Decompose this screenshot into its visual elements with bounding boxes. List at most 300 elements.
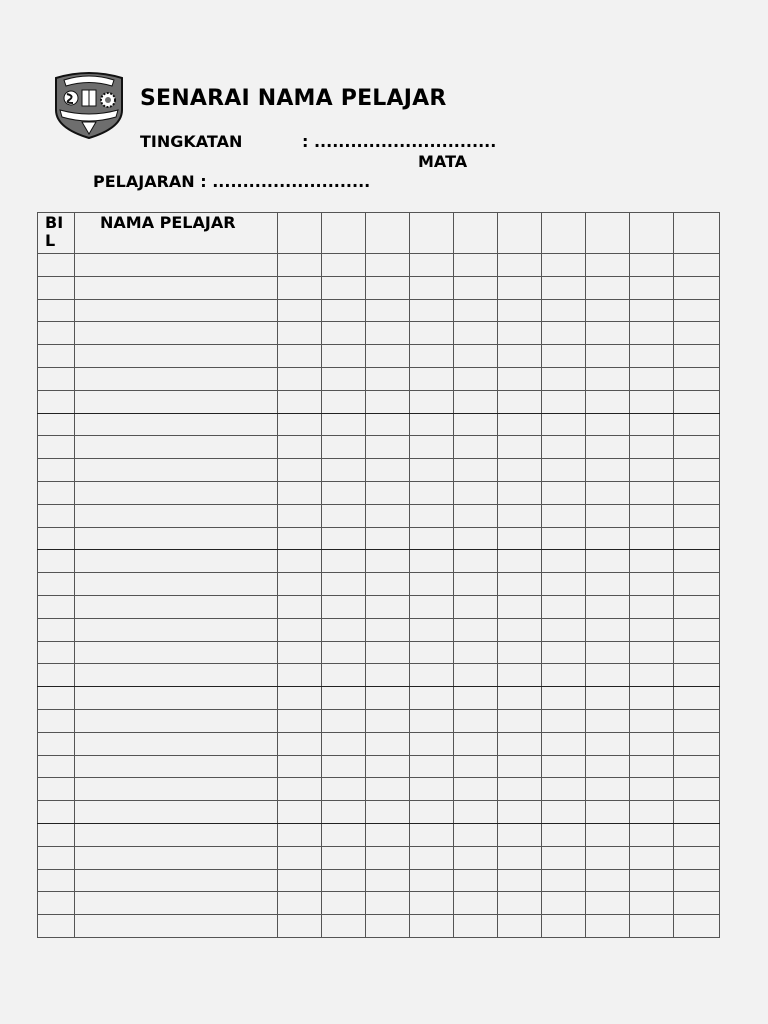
mark-cell — [674, 481, 720, 504]
column-header-blank — [454, 213, 498, 254]
nama-cell — [75, 823, 278, 846]
table-row — [38, 436, 720, 459]
mark-cell — [630, 367, 674, 390]
mark-cell — [366, 322, 410, 345]
mark-cell — [498, 413, 542, 436]
nama-cell — [75, 664, 278, 687]
mark-cell — [498, 299, 542, 322]
mark-cell — [674, 299, 720, 322]
mark-cell — [542, 687, 586, 710]
table-row — [38, 778, 720, 801]
mark-cell — [366, 504, 410, 527]
table-row — [38, 322, 720, 345]
bil-cell — [38, 823, 75, 846]
mark-cell — [366, 573, 410, 596]
mark-cell — [322, 687, 366, 710]
mark-cell — [542, 413, 586, 436]
mark-cell — [498, 459, 542, 482]
mark-cell — [278, 504, 322, 527]
mark-cell — [586, 778, 630, 801]
bil-cell — [38, 801, 75, 824]
tingkatan-field: : .............................. — [302, 132, 497, 151]
mark-cell — [674, 892, 720, 915]
table-row — [38, 801, 720, 824]
mark-cell — [498, 550, 542, 573]
table-row — [38, 732, 720, 755]
mark-cell — [498, 801, 542, 824]
mark-cell — [410, 846, 454, 869]
mark-cell — [454, 595, 498, 618]
mark-cell — [542, 345, 586, 368]
mark-cell — [278, 390, 322, 413]
mark-cell — [454, 641, 498, 664]
mark-cell — [278, 892, 322, 915]
mark-cell — [278, 573, 322, 596]
mark-cell — [366, 481, 410, 504]
mark-cell — [322, 550, 366, 573]
mark-cell — [322, 573, 366, 596]
nama-cell — [75, 367, 278, 390]
bil-cell — [38, 641, 75, 664]
mark-cell — [410, 550, 454, 573]
mark-cell — [278, 618, 322, 641]
mark-cell — [454, 892, 498, 915]
mark-cell — [454, 436, 498, 459]
mark-cell — [410, 345, 454, 368]
column-header-blank — [410, 213, 454, 254]
mark-cell — [630, 732, 674, 755]
mark-cell — [498, 915, 542, 938]
mark-cell — [278, 322, 322, 345]
mark-cell — [498, 527, 542, 550]
table-row — [38, 755, 720, 778]
mark-cell — [278, 778, 322, 801]
student-list-table — [37, 212, 720, 938]
mark-cell — [542, 436, 586, 459]
bil-cell — [38, 322, 75, 345]
column-header-blank — [366, 213, 410, 254]
mark-cell — [322, 299, 366, 322]
table-row — [38, 664, 720, 687]
mark-cell — [278, 481, 322, 504]
mark-cell — [322, 892, 366, 915]
bil-cell — [38, 664, 75, 687]
mark-cell — [498, 641, 542, 664]
mark-cell — [586, 345, 630, 368]
mark-cell — [498, 618, 542, 641]
mark-cell — [322, 276, 366, 299]
nama-cell — [75, 573, 278, 596]
mark-cell — [278, 299, 322, 322]
mark-cell — [630, 687, 674, 710]
bil-cell — [38, 755, 75, 778]
mark-cell — [454, 459, 498, 482]
nama-cell — [75, 550, 278, 573]
bil-cell — [38, 687, 75, 710]
table-row — [38, 687, 720, 710]
nama-cell — [75, 345, 278, 368]
mark-cell — [586, 823, 630, 846]
mark-cell — [410, 687, 454, 710]
nama-cell — [75, 618, 278, 641]
mark-cell — [454, 504, 498, 527]
mark-cell — [366, 345, 410, 368]
mark-cell — [410, 254, 454, 277]
mark-cell — [586, 664, 630, 687]
mark-cell — [586, 915, 630, 938]
mark-cell — [366, 915, 410, 938]
mark-cell — [498, 276, 542, 299]
mark-cell — [498, 367, 542, 390]
nama-cell — [75, 846, 278, 869]
table-row — [38, 504, 720, 527]
bil-cell — [38, 732, 75, 755]
mark-cell — [322, 846, 366, 869]
mark-cell — [366, 778, 410, 801]
mark-cell — [586, 709, 630, 732]
mark-cell — [542, 892, 586, 915]
bil-cell — [38, 481, 75, 504]
mark-cell — [454, 550, 498, 573]
mark-cell — [542, 527, 586, 550]
mark-cell — [498, 755, 542, 778]
tingkatan-label: TINGKATAN — [140, 132, 243, 151]
table-row — [38, 641, 720, 664]
mark-cell — [630, 299, 674, 322]
mark-cell — [322, 367, 366, 390]
mark-cell — [630, 254, 674, 277]
mark-cell — [542, 823, 586, 846]
mark-cell — [542, 573, 586, 596]
mark-cell — [278, 345, 322, 368]
nama-cell — [75, 481, 278, 504]
mark-cell — [454, 687, 498, 710]
mark-cell — [630, 595, 674, 618]
mark-cell — [410, 823, 454, 846]
mark-cell — [542, 254, 586, 277]
mark-cell — [542, 664, 586, 687]
pelajaran-field: PELAJARAN : .......................... — [93, 172, 371, 191]
mark-cell — [630, 527, 674, 550]
nama-cell — [75, 527, 278, 550]
page-title: SENARAI NAMA PELAJAR — [140, 86, 447, 111]
mark-cell — [454, 299, 498, 322]
mark-cell — [542, 276, 586, 299]
mark-cell — [674, 618, 720, 641]
mark-cell — [366, 732, 410, 755]
mark-cell — [586, 436, 630, 459]
table-row — [38, 481, 720, 504]
mark-cell — [542, 504, 586, 527]
mark-cell — [410, 732, 454, 755]
mark-cell — [410, 413, 454, 436]
mark-cell — [366, 276, 410, 299]
bil-cell — [38, 459, 75, 482]
mark-cell — [410, 459, 454, 482]
mark-cell — [454, 823, 498, 846]
mark-cell — [278, 276, 322, 299]
mark-cell — [674, 527, 720, 550]
table-row — [38, 276, 720, 299]
mark-cell — [586, 322, 630, 345]
nama-cell — [75, 504, 278, 527]
nama-cell — [75, 254, 278, 277]
mark-cell — [630, 276, 674, 299]
bil-cell — [38, 892, 75, 915]
nama-cell — [75, 732, 278, 755]
mark-cell — [586, 550, 630, 573]
mark-cell — [410, 709, 454, 732]
mark-cell — [278, 527, 322, 550]
column-header-bil: BI L — [38, 213, 75, 254]
mark-cell — [674, 709, 720, 732]
mark-cell — [322, 527, 366, 550]
mark-cell — [542, 367, 586, 390]
bil-cell — [38, 709, 75, 732]
mark-cell — [366, 709, 410, 732]
mark-cell — [322, 618, 366, 641]
mark-cell — [498, 481, 542, 504]
mark-cell — [498, 573, 542, 596]
mark-cell — [674, 869, 720, 892]
mark-cell — [586, 459, 630, 482]
mark-cell — [278, 846, 322, 869]
bil-cell — [38, 550, 75, 573]
mark-cell — [454, 322, 498, 345]
mark-cell — [586, 618, 630, 641]
mark-cell — [674, 915, 720, 938]
mark-cell — [586, 504, 630, 527]
mark-cell — [278, 436, 322, 459]
mark-cell — [454, 709, 498, 732]
mark-cell — [454, 527, 498, 550]
mark-cell — [322, 823, 366, 846]
mark-cell — [454, 481, 498, 504]
bil-cell — [38, 254, 75, 277]
mark-cell — [454, 846, 498, 869]
bil-cell — [38, 299, 75, 322]
bil-cell — [38, 915, 75, 938]
mark-cell — [674, 846, 720, 869]
mark-cell — [630, 778, 674, 801]
nama-cell — [75, 687, 278, 710]
mark-cell — [498, 322, 542, 345]
mark-cell — [278, 732, 322, 755]
mark-cell — [278, 459, 322, 482]
mark-cell — [630, 915, 674, 938]
nama-cell — [75, 892, 278, 915]
bil-cell — [38, 778, 75, 801]
mark-cell — [454, 367, 498, 390]
mark-cell — [410, 276, 454, 299]
mark-cell — [542, 709, 586, 732]
mark-cell — [498, 892, 542, 915]
mark-cell — [498, 869, 542, 892]
mark-cell — [322, 801, 366, 824]
mark-cell — [410, 299, 454, 322]
mark-cell — [630, 869, 674, 892]
mark-cell — [410, 869, 454, 892]
table-row — [38, 390, 720, 413]
mark-cell — [454, 801, 498, 824]
mark-cell — [366, 641, 410, 664]
bil-cell — [38, 504, 75, 527]
nama-cell — [75, 459, 278, 482]
table-row — [38, 869, 720, 892]
mark-cell — [674, 367, 720, 390]
nama-cell — [75, 915, 278, 938]
mark-cell — [630, 481, 674, 504]
mark-cell — [586, 869, 630, 892]
nama-cell — [75, 801, 278, 824]
table-row — [38, 459, 720, 482]
column-header-blank — [322, 213, 366, 254]
mark-cell — [278, 641, 322, 664]
table-row — [38, 892, 720, 915]
mark-cell — [498, 390, 542, 413]
mark-cell — [542, 390, 586, 413]
mark-cell — [278, 367, 322, 390]
mark-cell — [410, 915, 454, 938]
school-crest-icon — [52, 70, 126, 140]
bil-cell — [38, 618, 75, 641]
mark-cell — [586, 390, 630, 413]
mark-cell — [410, 595, 454, 618]
bil-cell — [38, 436, 75, 459]
mark-cell — [542, 869, 586, 892]
mark-cell — [630, 550, 674, 573]
table-body — [38, 254, 720, 938]
mark-cell — [674, 823, 720, 846]
mark-cell — [586, 755, 630, 778]
mark-cell — [454, 778, 498, 801]
bil-cell — [38, 869, 75, 892]
nama-cell — [75, 755, 278, 778]
mark-cell — [366, 550, 410, 573]
mark-cell — [410, 641, 454, 664]
mark-cell — [674, 254, 720, 277]
mark-cell — [278, 254, 322, 277]
mark-cell — [498, 504, 542, 527]
mark-cell — [586, 801, 630, 824]
mark-cell — [674, 436, 720, 459]
mark-cell — [322, 869, 366, 892]
mark-cell — [410, 801, 454, 824]
mark-cell — [366, 755, 410, 778]
table-row — [38, 573, 720, 596]
column-header-nama: NAMA PELAJAR — [75, 213, 278, 254]
mark-cell — [586, 687, 630, 710]
bil-cell — [38, 390, 75, 413]
mark-cell — [630, 641, 674, 664]
mark-cell — [322, 322, 366, 345]
mark-cell — [322, 436, 366, 459]
mark-cell — [542, 915, 586, 938]
mata-label: MATA — [418, 152, 468, 171]
column-header-blank — [674, 213, 720, 254]
mark-cell — [410, 778, 454, 801]
mark-cell — [674, 322, 720, 345]
mark-cell — [674, 573, 720, 596]
mark-cell — [630, 892, 674, 915]
mark-cell — [630, 573, 674, 596]
mark-cell — [278, 595, 322, 618]
mark-cell — [542, 595, 586, 618]
mark-cell — [586, 481, 630, 504]
mark-cell — [454, 755, 498, 778]
mark-cell — [498, 732, 542, 755]
table-row — [38, 527, 720, 550]
mark-cell — [586, 367, 630, 390]
mark-cell — [410, 367, 454, 390]
mark-cell — [454, 618, 498, 641]
table-row — [38, 595, 720, 618]
mark-cell — [498, 709, 542, 732]
nama-cell — [75, 641, 278, 664]
mark-cell — [674, 801, 720, 824]
mark-cell — [366, 823, 410, 846]
mark-cell — [630, 823, 674, 846]
table-row — [38, 915, 720, 938]
mark-cell — [498, 436, 542, 459]
mark-cell — [322, 345, 366, 368]
mark-cell — [586, 413, 630, 436]
mark-cell — [498, 846, 542, 869]
mark-cell — [586, 732, 630, 755]
mark-cell — [542, 299, 586, 322]
mark-cell — [278, 413, 322, 436]
mark-cell — [586, 573, 630, 596]
mark-cell — [498, 345, 542, 368]
mark-cell — [674, 755, 720, 778]
mark-cell — [278, 687, 322, 710]
mark-cell — [498, 595, 542, 618]
mark-cell — [498, 254, 542, 277]
mark-cell — [542, 641, 586, 664]
nama-cell — [75, 595, 278, 618]
mark-cell — [674, 732, 720, 755]
mark-cell — [542, 550, 586, 573]
column-header-blank — [630, 213, 674, 254]
mark-cell — [630, 504, 674, 527]
mark-cell — [586, 641, 630, 664]
mark-cell — [366, 367, 410, 390]
mark-cell — [410, 527, 454, 550]
bil-cell — [38, 573, 75, 596]
mark-cell — [410, 390, 454, 413]
mark-cell — [586, 254, 630, 277]
mark-cell — [586, 276, 630, 299]
mark-cell — [410, 892, 454, 915]
mark-cell — [322, 504, 366, 527]
mark-cell — [454, 664, 498, 687]
mark-cell — [278, 869, 322, 892]
mark-cell — [674, 459, 720, 482]
mark-cell — [410, 573, 454, 596]
mark-cell — [674, 595, 720, 618]
table-row — [38, 299, 720, 322]
table-header-row — [38, 213, 720, 254]
mark-cell — [322, 709, 366, 732]
nama-cell — [75, 390, 278, 413]
mark-cell — [366, 436, 410, 459]
mark-cell — [366, 687, 410, 710]
mark-cell — [410, 322, 454, 345]
column-header-blank — [542, 213, 586, 254]
mark-cell — [542, 778, 586, 801]
bil-cell — [38, 413, 75, 436]
mark-cell — [630, 618, 674, 641]
